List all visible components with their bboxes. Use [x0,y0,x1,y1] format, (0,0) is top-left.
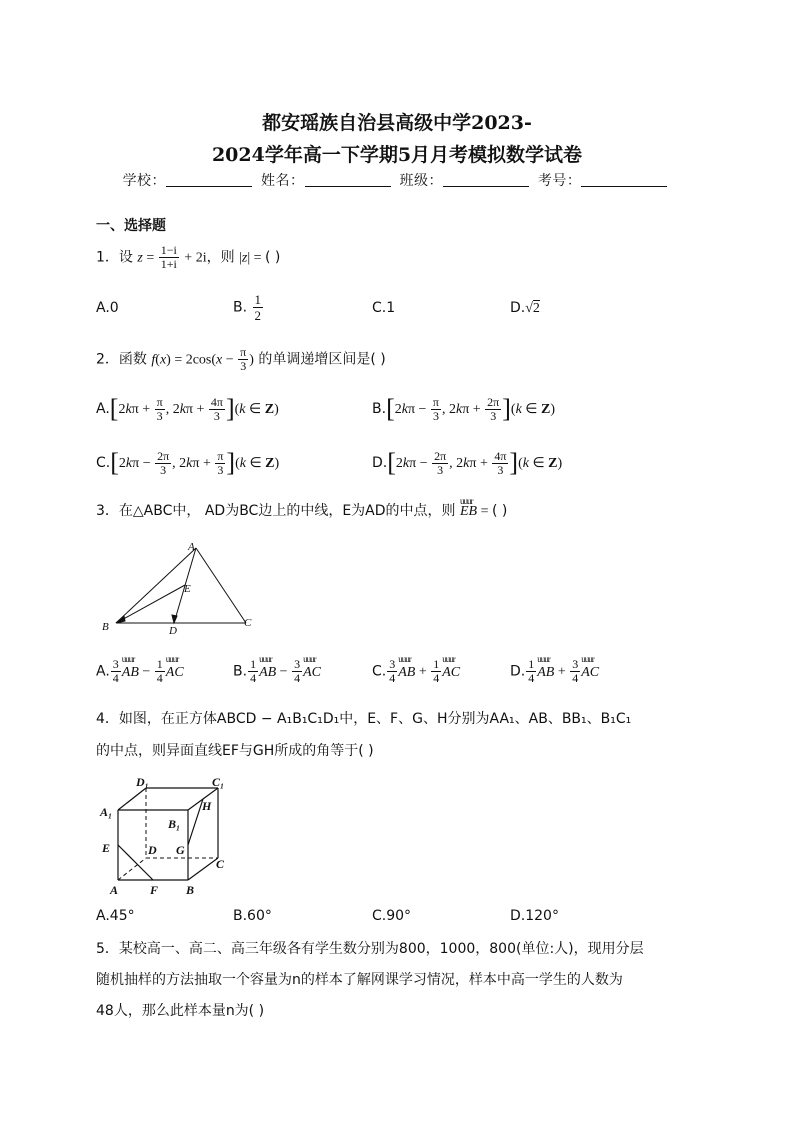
q3-option-d-label: D. [510,663,526,680]
label-e: E [184,583,191,595]
q2-option-c-label: C. [96,455,111,471]
title-line-1: 都安瑶族自治县高级中学2023- [262,112,532,134]
label-c: C [244,617,252,629]
label-c1: C₁ [212,775,225,789]
q3-option-b[interactable]: B. $\frac{1}{4}$ uuur AB − $\frac{3}{4}$ uuur AC [233,658,321,685]
question-3: 3．在△ABC中， AD为BC边上的中线，E为AD的中点，则 uuur EB = ( ) [96,500,507,523]
exam-no-label: 考号： [537,173,582,189]
q1-option-a[interactable]: A.0 [96,300,119,316]
q3-stem-end: ( ) [492,503,508,519]
label-g: G [176,843,185,857]
label-h: H [202,799,212,813]
q2-option-d-label: D. [372,455,388,471]
q1-option-d-label: D. [510,300,526,316]
class-label: 班级： [399,173,443,189]
q1-stem-end: ( ) [265,249,281,266]
q2-option-a-label: A. [96,401,110,417]
q2-option-d[interactable]: D.[2kπ − $\frac{2\pi}{3}$ , 2kπ + $\frac{4\pi}{3}$ ](k ∈ Z) [372,448,563,477]
label-b: B [186,883,195,897]
q4-option-c[interactable]: C.90° [372,908,412,924]
title-line-2: 2024学年高一下学期5月月考模拟数学试卷 [211,144,583,166]
q4-option-b[interactable]: B.60° [233,908,272,924]
label-f: F [150,883,159,897]
question-5-line-1: 5．某校高一、高二、高三年级各有学生数分别为800，1000，800(单位:人)，现用分层 [96,941,644,957]
exam-no-blank[interactable] [581,172,667,187]
q1-fraction: $\frac{1-i}{1+i}$ [160,243,177,271]
name-label: 姓名： [261,173,305,189]
triangle-abc-figure [96,538,266,638]
label-c: C [216,857,225,871]
student-info-line [0,170,794,190]
section-heading: 一、选择题 [96,218,166,234]
name-blank[interactable] [305,172,391,187]
school-blank[interactable] [166,172,252,187]
q1-stem-prefix: 1．设 [96,249,133,266]
question-4-line-1: 4．如图，在正方体ABCD − A₁B₁C₁D₁中，E、F、G、H分别为AA₁、AB、BB₁、B₁C₁ [96,711,632,727]
label-d: D [148,843,157,857]
q1-option-b-label: B. [233,299,248,316]
q3-option-d[interactable]: D. $\frac{1}{4}$ uuur AB + $\frac{3}{4}$ uuur AC [510,658,599,685]
q1-stem-suffix: ，则 [206,249,235,266]
label-b: B [102,621,109,633]
label-e: E [102,841,111,855]
q3-option-a-label: A. [96,663,110,680]
q2-stem-prefix: 2．函数 [96,351,147,368]
q2-option-b[interactable]: B.[2kπ − $\frac{\pi}{3}$ , 2kπ + $\frac{2\pi}{3}$ ](k ∈ Z) [372,394,556,423]
school-label: 学校： [122,173,167,189]
question-1: 1．设 z = $\frac{1-i}{1+i}$ + 2i，则 |z| = ( ) [96,243,281,271]
q1-option-b[interactable]: B. $\frac{1}{2}$ [233,292,262,323]
q3-stem: 3．在△ABC中， AD为BC边上的中线，E为AD的中点，则 [96,503,456,519]
cube-figure [96,772,246,900]
q2-option-b-label: B. [372,401,387,417]
q4-option-a[interactable]: A.45° [96,908,135,924]
label-a1: A₁ [100,805,113,819]
q2-option-a[interactable]: A.[2kπ + $\frac{\pi}{3}$ , 2kπ + $\frac{4\pi}{3}$ ](k ∈ Z) [96,394,279,423]
question-5-line-3: 48人，那么此样本量n为( ) [96,1003,265,1019]
q2-option-c[interactable]: C.[2kπ − $\frac{2\pi}{3}$ , 2kπ + $\frac{\pi}{3}$ ](k ∈ Z) [96,448,280,477]
q3-option-c-label: C. [372,663,387,680]
q3-option-c[interactable]: C. $\frac{3}{4}$ uuur AB + $\frac{1}{4}$ uuur AC [372,658,460,685]
question-2: 2．函数 f(x) = 2cos(x − $\frac{\pi}{3}$ ) 的单调递增区间是( ) [96,345,386,373]
q3-option-a[interactable]: A. $\frac{3}{4}$ uuur AB − $\frac{1}{4}$ uuur AC [96,658,184,685]
q3-option-b-label: B. [233,663,248,680]
label-d: D [169,625,177,637]
class-blank[interactable] [443,172,529,187]
q4-option-d[interactable]: D.120° [510,908,559,924]
question-4-line-2: 的中点，则异面直线EF与GH所成的角等于( ) [96,743,374,759]
q1-option-d[interactable]: D.√2 [510,300,540,316]
q2-stem-suffix: 的单调递增区间是( ) [258,351,386,368]
label-a: A [110,883,119,897]
q1-option-c[interactable]: C.1 [372,300,396,316]
label-a: A [188,541,195,553]
label-d1: D₁ [136,775,149,789]
question-5-line-2: 随机抽样的方法抽取一个容量为n的样本了解网课学习情况，样本中高一学生的人数为 [96,972,623,988]
label-b1: B₁ [168,817,181,831]
